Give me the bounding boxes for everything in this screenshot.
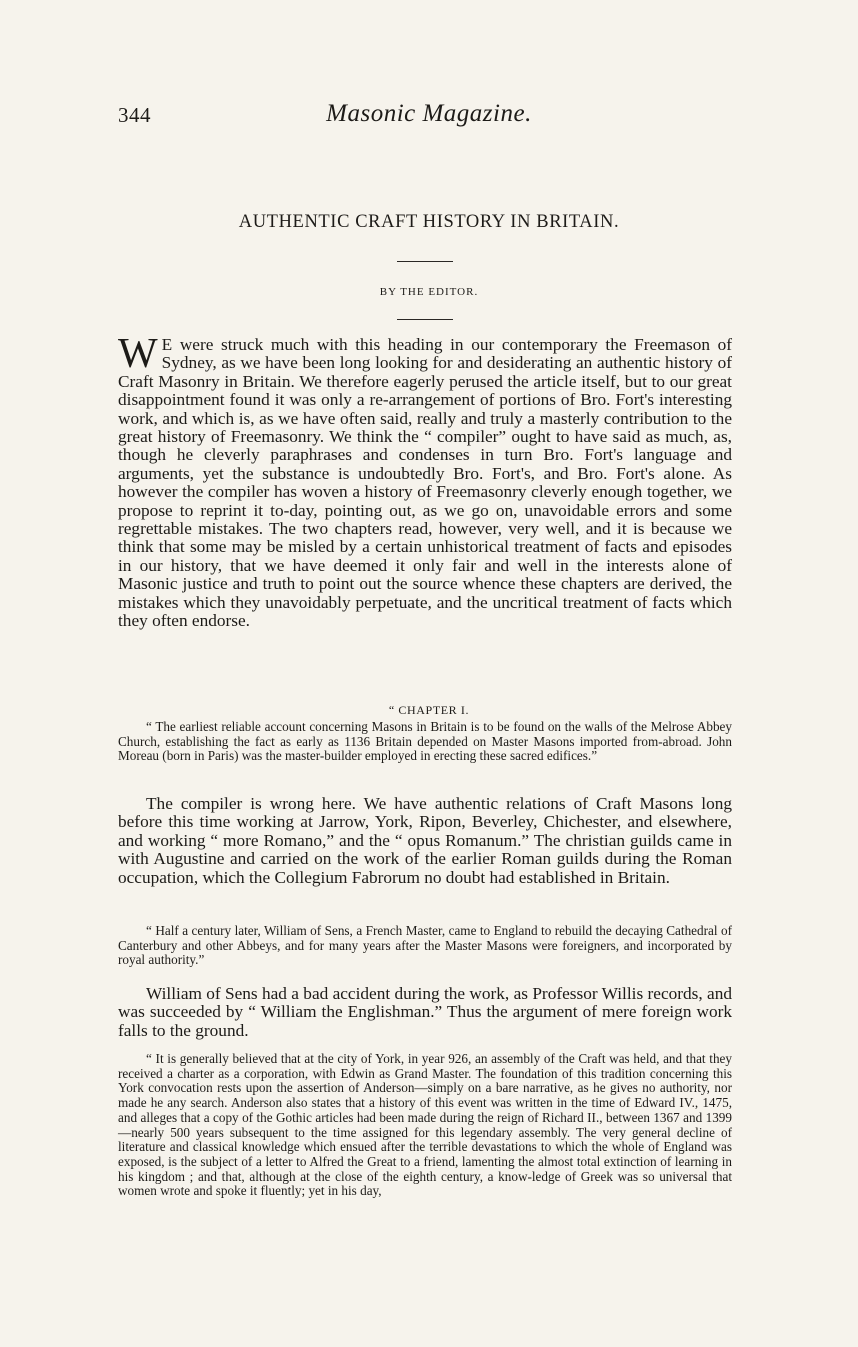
byline: BY THE EDITOR. <box>379 286 479 298</box>
paragraph-1 <box>118 331 732 631</box>
paragraph-1-text: E were struck much with this heading in our contemporary the Freemason of Sydney, as we have been long looking for and desiderating an authentic history of Craft Masonry in Britain. We therefore eagerly perused the article itself, but to our great disappointment found it was only a re-arrangement of portions of Bro. Fort's interesting work, and which is, as we have often said, really and truly a masterly contribution to the great history of Freemasonry. We think the “ compiler” ought to have said as much, as, though he cleverly paraphrases and condenses in turn Bro. Fort's language and arguments, yet the substance is undoubtedly Bro. Fort's, and Bro. Fort's alone. As however the compiler has woven a history of Freemasonry cleverly enough together, we propose to reprint it to-day, pointing out, as we go on, unavoidable errors and some regrettable mistakes. The two chapters read, however, very well, and it is because we think that some may be misled by a certain unhistorical treatment of facts and episodes in our history, that we have deemed it only fair and well in the interests alone of Masonic justice and truth to point out the source whence these chapters are derived, the mistakes which they unavoidably perpetuate, and the uncritical treatment of facts which they often endorse. <box>118 335 732 631</box>
page-number: 344 <box>118 103 151 127</box>
quote-1: “ The earliest reliable account concerning Masons in Britain is to be found on the walls of the Melrose Abbey Church, establishing the fact as early as 1136 Britain depended on Master Masons imported from-abroad. John Moreau (born in Paris) was the master-builder employed in erecting these sacred edifices.” <box>118 719 732 764</box>
title-divider <box>397 261 453 262</box>
paragraph-3: William of Sens had a bad accident during the work, as Professor Willis records, and was succeeded by “ William the Englishman.” Thus the argument of mere foreign work falls to the ground. <box>118 984 732 1040</box>
paragraph-2: The compiler is wrong here. We have authentic relations of Craft Masons long before this time working at Jarrow, York, Ripon, Beverley, Chichester, and elsewhere, and working “ more Romano,” and the “ opus Romanum.” The christian guilds came in with Augustine and carried on the work of the earlier Roman guilds during the Roman occupation, which the Collegium Fabrorum no doubt had established in Britain. <box>118 794 732 887</box>
article-title: AUTHENTIC CRAFT HISTORY IN BRITAIN. <box>238 212 620 232</box>
drop-cap: W <box>118 331 158 377</box>
quote-2: “ Half a century later, William of Sens, a French Master, came to England to rebuild the decaying Cathedral of Canterbury and other Abbeys, and for many years after the Master Masons were foreigners, and incorporated by royal authority.” <box>118 923 732 968</box>
chapter-heading: “ CHAPTER I. <box>388 703 470 717</box>
byline-divider <box>397 319 453 320</box>
quote-3: “ It is generally believed that at the city of York, in year 926, an assembly of the Craft was held, and that they received a charter as a corporation, with Edwin as Grand Master. The foundation of this tradition concerning this York convocation rests upon the assertion of Anderson—simply on a bare narrative, as he gives no authority, nor made he any search. Anderson also states that a history of this event was written in the time of Edward IV., 1475, and alleges that a copy of the Gothic articles had been made during the reign of Richard II., between 1367 and 1399—nearly 500 years subsequent to the time assigned for this legendary assembly. The very general decline of literature and classical knowledge which ensued after the terrible devastations to which the whole of England was exposed, is the subject of a letter to Alfred the Great to a friend, lamenting the almost total extinction of learning in his kingdom ; and that, although at the close of the eighth century, a know-ledge of Greek was so universal that women wrote and spoke it fluently; yet in his day, <box>118 1051 732 1199</box>
running-title: Masonic Magazine. <box>326 100 532 127</box>
